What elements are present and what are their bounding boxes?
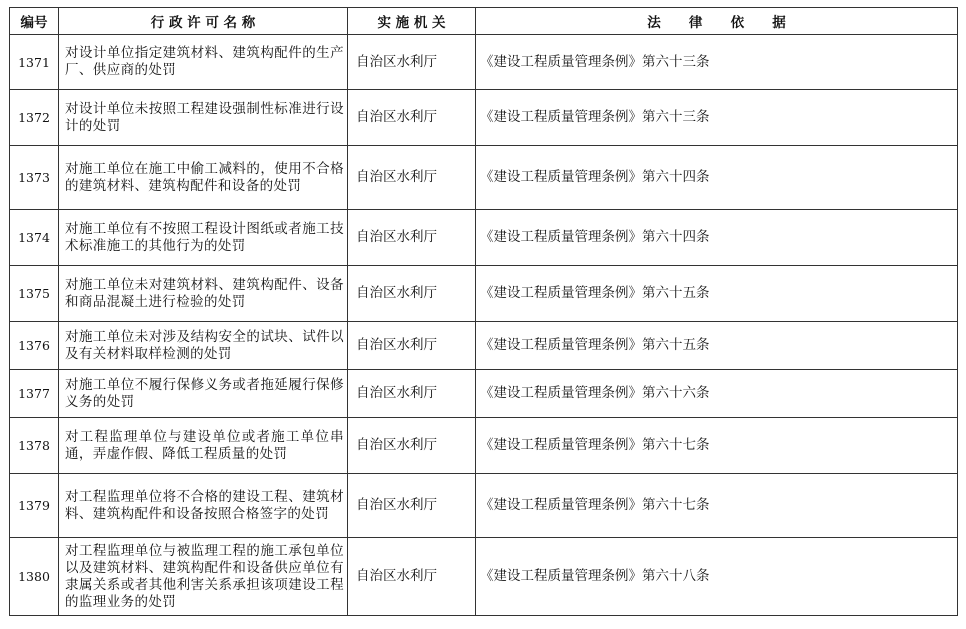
table-row [10, 370, 958, 418]
penalty-name: 对施工单位未对涉及结构安全的试块、试件以及有关材料取样检测的处罚 [59, 322, 348, 370]
implementing-agency: 自治区水利厅 [348, 90, 476, 146]
penalty-name: 对施工单位在施工中偷工减料的，使用不合格的建筑材料、建筑构配件和设备的处罚 [59, 146, 348, 210]
table-row [10, 474, 958, 538]
row-number: 1371 [10, 35, 59, 90]
penalty-table [9, 7, 958, 616]
legal-basis: 《建设工程质量管理条例》第六十三条 [476, 35, 958, 90]
header-org: 实 施 机 关 [348, 8, 476, 35]
row-number: 1376 [10, 322, 59, 370]
legal-basis: 《建设工程质量管理条例》第六十七条 [476, 474, 958, 538]
penalty-name: 对工程监理单位与被监理工程的施工承包单位以及建筑材料、建筑构配件和设备供应单位有隶属关系或者其他利害关系承担该项建设工程的监理业务的处罚 [59, 538, 348, 616]
penalty-name: 对工程监理单位与建设单位或者施工单位串通，弄虚作假、降低工程质量的处罚 [59, 418, 348, 474]
implementing-agency: 自治区水利厅 [348, 35, 476, 90]
table-row [10, 146, 958, 210]
header-no: 编号 [10, 8, 59, 35]
implementing-agency: 自治区水利厅 [348, 146, 476, 210]
table-row [10, 35, 958, 90]
row-number: 1379 [10, 474, 59, 538]
row-number: 1378 [10, 418, 59, 474]
legal-basis: 《建设工程质量管理条例》第六十七条 [476, 418, 958, 474]
implementing-agency: 自治区水利厅 [348, 370, 476, 418]
row-number: 1377 [10, 370, 59, 418]
penalty-name: 对工程监理单位将不合格的建设工程、建筑材料、建筑构配件和设备按照合格签字的处罚 [59, 474, 348, 538]
table-row [10, 538, 958, 616]
legal-basis: 《建设工程质量管理条例》第六十八条 [476, 538, 958, 616]
table-row [10, 266, 958, 322]
row-number: 1374 [10, 210, 59, 266]
penalty-name: 对设计单位未按照工程建设强制性标准进行设计的处罚 [59, 90, 348, 146]
implementing-agency: 自治区水利厅 [348, 322, 476, 370]
legal-basis: 《建设工程质量管理条例》第六十四条 [476, 210, 958, 266]
table-row [10, 210, 958, 266]
header-row [10, 8, 958, 35]
penalty-name: 对施工单位不履行保修义务或者拖延履行保修义务的处罚 [59, 370, 348, 418]
implementing-agency: 自治区水利厅 [348, 538, 476, 616]
penalty-name: 对施工单位未对建筑材料、建筑构配件、设备和商品混凝土进行检验的处罚 [59, 266, 348, 322]
row-number: 1380 [10, 538, 59, 616]
implementing-agency: 自治区水利厅 [348, 266, 476, 322]
header-name: 行 政 许 可 名 称 [59, 8, 348, 35]
legal-basis: 《建设工程质量管理条例》第六十五条 [476, 322, 958, 370]
legal-basis: 《建设工程质量管理条例》第六十四条 [476, 146, 958, 210]
legal-basis: 《建设工程质量管理条例》第六十六条 [476, 370, 958, 418]
penalty-name: 对设计单位指定建筑材料、建筑构配件的生产厂、供应商的处罚 [59, 35, 348, 90]
legal-basis: 《建设工程质量管理条例》第六十三条 [476, 90, 958, 146]
implementing-agency: 自治区水利厅 [348, 418, 476, 474]
legal-basis: 《建设工程质量管理条例》第六十五条 [476, 266, 958, 322]
table-row [10, 418, 958, 474]
header-law: 法 律 依 据 [476, 8, 958, 35]
implementing-agency: 自治区水利厅 [348, 474, 476, 538]
row-number: 1375 [10, 266, 59, 322]
row-number: 1372 [10, 90, 59, 146]
table-row [10, 322, 958, 370]
row-number: 1373 [10, 146, 59, 210]
table-row [10, 90, 958, 146]
penalty-name: 对施工单位有不按照工程设计图纸或者施工技术标准施工的其他行为的处罚 [59, 210, 348, 266]
implementing-agency: 自治区水利厅 [348, 210, 476, 266]
